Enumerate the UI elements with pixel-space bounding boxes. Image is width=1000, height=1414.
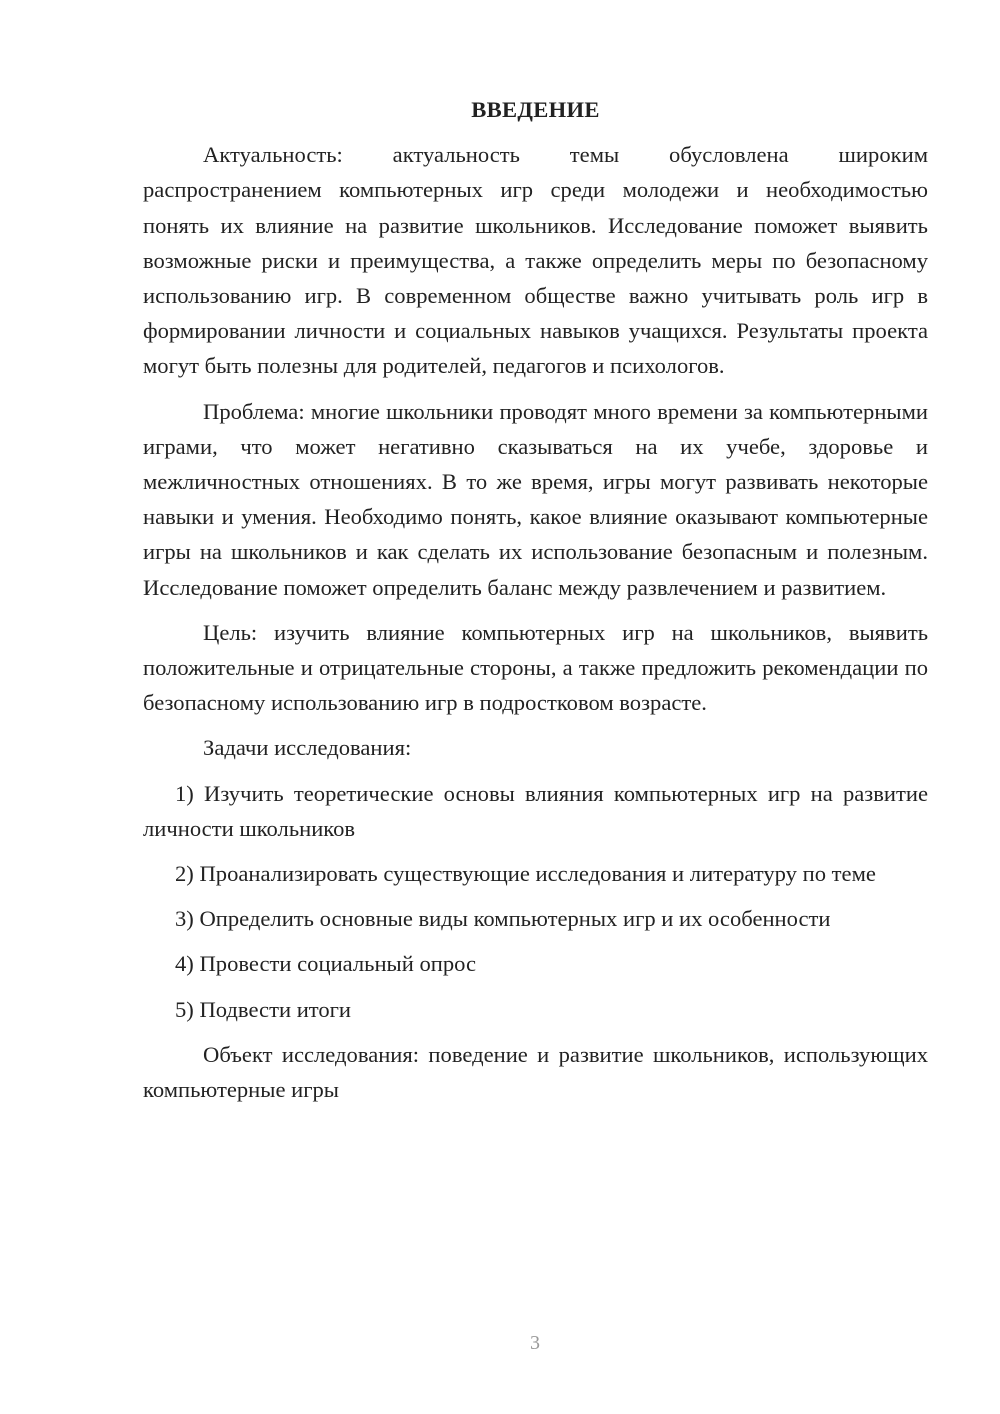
section-heading: ВВЕДЕНИЕ	[471, 97, 600, 122]
task-item-4: 4) Провести социальный опрос	[175, 951, 477, 977]
relevance-paragraph: Актуальность: актуальность темы обусловлена широким распространением компьютерных игр среди молодежи и необходимостью понять их влияние на развитие школьников. Исследование поможет выявить возможные риски и преимущества, а также определить меры по безопасному использованию игр. В современном обществе важно учитывать роль игр в формировании личности и социальных навыков учащихся. Результаты проекта могут быть полезны для родителей, педагогов и психологов.	[143, 142, 928, 379]
problem-paragraph: Проблема: многие школьники проводят много времени за компьютерными играми, что может негативно сказываться на их учебе, здоровье и межличностных отношениях. В то же время, игры могут развивать некоторые навыки и умения. Необходимо понять, какое влияние оказывают компьютерные игры на школьников и как сделать их использование безопасным и полезным. Исследование поможет определить баланс между развлечением и развитием.	[143, 398, 928, 600]
task-item-2: 2) Проанализировать существующие исследования и литературу по теме	[175, 861, 876, 887]
goal-paragraph: Цель: изучить влияние компьютерных игр на школьников, выявить положительные и отрицательные стороны, а также предложить рекомендации по безопасному использованию игр в подростковом возрасте.	[143, 619, 928, 716]
page-content	[143, 92, 928, 1117]
object-paragraph: Объект исследования: поведение и развитие школьников, использующих компьютерные игры	[143, 1041, 928, 1103]
task-item-5: 5) Подвести итоги	[175, 996, 352, 1022]
task-item-3: 3) Определить основные виды компьютерных игр и их особенности	[175, 906, 831, 932]
task-item-1: 1) Изучить теоретические основы влияния компьютерных игр на развитие личности школьников	[143, 780, 928, 841]
page-number: 3	[530, 1332, 540, 1354]
tasks-label: Задачи исследования:	[203, 735, 412, 761]
